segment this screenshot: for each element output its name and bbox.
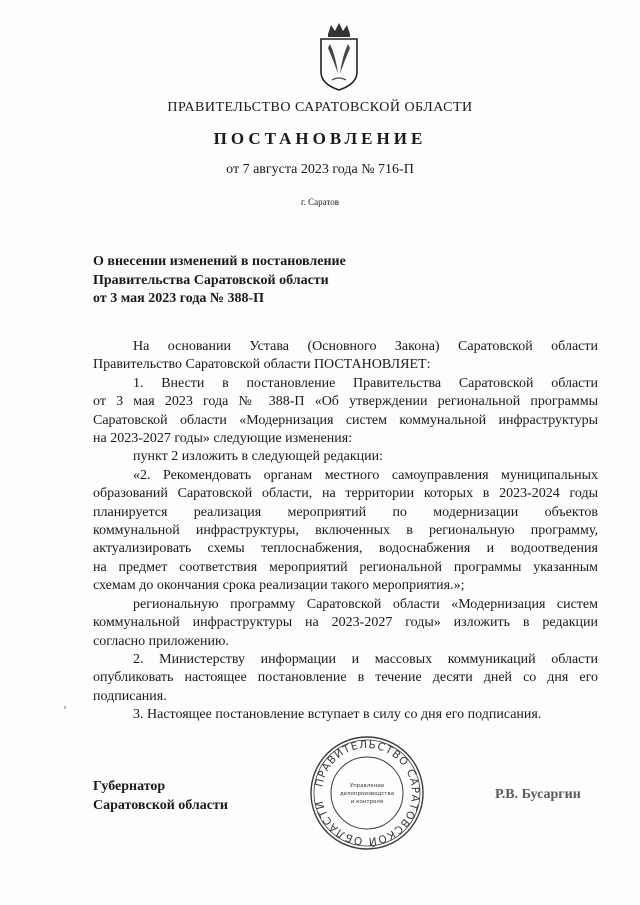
body-line: схемам до окончания срока реализации такого мероприятия.»; [93,578,465,594]
signatory-position [93,777,228,815]
body-line: на предмет соответствия мероприятий региональной программы указанным [93,559,598,575]
body-line: согласно приложению. [93,633,229,649]
body-line: региональную программу Саратовской области «Модернизация систем [133,596,598,612]
government-name: ПРАВИТЕЛЬСТВО САРАТОВСКОЙ ОБЛАСТИ [167,100,473,115]
signatory-position-line: Губернатор [93,779,166,794]
body-line: подписания. [93,688,167,704]
body-line: «2. Рекомендовать органам местного самоуправления муниципальных [133,467,598,483]
stamp-ring-text: ПРАВИТЕЛЬСТВО САРАТОВСКОЙ ОБЛАСТИ [313,738,422,848]
body-line: 3. Настоящее постановление вступает в силу со дня его подписания. [133,707,542,723]
body-line: Правительство Саратовской области ПОСТАНОВЛЯЕТ: [93,357,431,373]
body-line: 2. Министерству информации и массовых коммуникаций области [133,651,598,667]
stamp-inner-line: Управление [349,783,385,789]
title-line: от 3 мая 2023 года № 388-П [93,291,265,306]
body-line: пункт 2 изложить в следующей редакции: [133,449,383,465]
body-line: образований Саратовской области, на территории которых в 2023-2024 годы [93,486,598,502]
body-line: опубликовать настоящее постановление в течение десяти дней со дня его [93,670,598,686]
document-title [93,253,346,309]
coat-of-arms-emblem [318,22,360,92]
body-line: на 2023-2027 годы» следующие изменения: [93,431,353,447]
body-line: 1. Внести в постановление Правительства Саратовской области [133,375,598,391]
title-line: О внесении изменений в постановление [93,254,346,269]
body-line: коммунальной инфраструктуры на 2023-2027 годы» изложить в редакции [93,615,598,631]
document-type: ПОСТАНОВЛЕНИЕ [213,129,427,148]
official-stamp [309,735,425,851]
body-line: На основании Устава (Основного Закона) Саратовской области [133,339,598,354]
body-line: планируется реализация мероприятий по модернизации объектов [93,504,598,520]
signatory-name: Р.В. Бусаргин [495,787,581,802]
title-line: Правительства Саратовской области [93,272,329,288]
body-line: от 3 мая 2023 года № 388-П «Об утверждении региональной программы [93,394,598,410]
signatory-position-line: Саратовской области [93,798,228,813]
document-city: г. Саратов [301,197,339,207]
document-body [93,338,598,725]
body-line: Саратовской области «Модернизация систем коммунальной инфраструктуры [93,412,598,428]
body-line: актуализировать схемы теплоснабжения, водоснабжения и водоотведения [93,541,598,557]
stamp-inner-line: делопроизводства [339,791,395,797]
body-line: коммунальной инфраструктуры, включенных в региональную программу, [93,523,598,539]
scan-mark [64,706,66,709]
stamp-inner-line: и контроля [350,799,384,805]
document-date-number: от 7 августа 2023 года № 716-П [226,162,414,177]
